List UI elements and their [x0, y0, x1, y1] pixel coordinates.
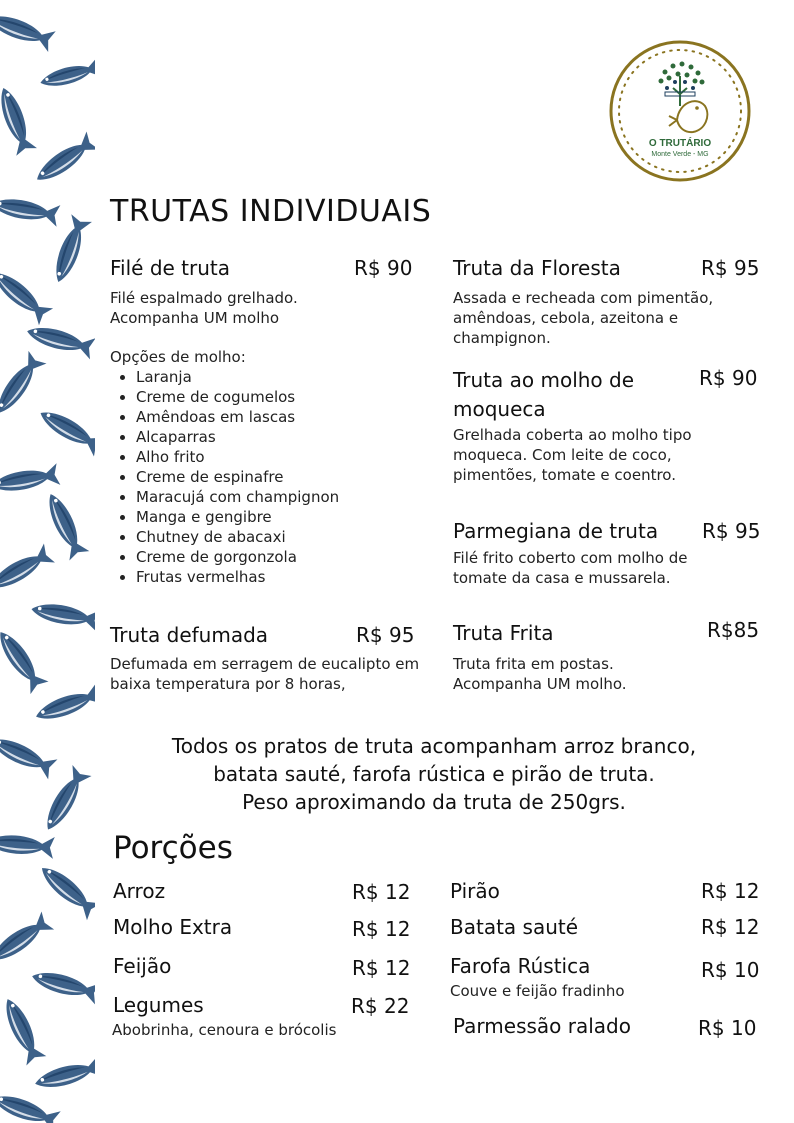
desc-line: Filé espalmado grelhado.: [110, 289, 298, 307]
accompaniment-note: [110, 732, 758, 816]
note-line: batata sauté, farofa rústica e pirão de truta.: [213, 762, 655, 786]
desc-line: Assada e recheada com pimentão,: [453, 289, 714, 307]
sauce-item: • Alcaparras: [136, 427, 339, 447]
dish-desc-defumada: [110, 654, 419, 694]
portion-price-feijao: R$ 12: [352, 956, 411, 980]
desc-line: Acompanha UM molho: [110, 309, 280, 327]
portion-name-pirao: Pirão: [450, 879, 500, 903]
dish-name-moqueca: [453, 366, 634, 424]
dish-price-moqueca: R$ 90: [699, 366, 758, 390]
desc-line: moqueca. Com leite de coco,: [453, 446, 672, 464]
section-title-porcoes: Porções: [113, 830, 233, 866]
dish-price-defumada: R$ 95: [356, 623, 415, 647]
dish-price-floresta: R$ 95: [701, 256, 760, 280]
dish-desc-parmegiana: [453, 548, 687, 588]
desc-line: Truta frita em postas.: [453, 655, 614, 673]
dish-name-floresta: Truta da Floresta: [453, 256, 621, 280]
sauce-item: • Frutas vermelhas: [136, 567, 339, 587]
desc-line: baixa temperatura por 8 horas,: [110, 675, 346, 693]
sauce-item: • Alho frito: [136, 447, 339, 467]
portion-price-farofa: R$ 10: [701, 958, 760, 982]
dish-price-frita: R$85: [707, 618, 760, 642]
dish-name-line: moqueca: [453, 397, 546, 421]
portion-price-pirao: R$ 12: [701, 879, 760, 903]
portion-name-arroz: Arroz: [113, 879, 166, 903]
logo-location: Monte Verde - MG: [651, 151, 709, 158]
dish-price-file: R$ 90: [354, 256, 413, 280]
desc-line: tomate da casa e mussarela.: [453, 569, 671, 587]
sauce-item: • Maracujá com champignon: [136, 487, 339, 507]
portion-price-parmessao: R$ 10: [698, 1016, 757, 1040]
sauce-item: • Creme de espinafre: [136, 467, 339, 487]
dish-name-file: Filé de truta: [110, 256, 231, 280]
fish-pattern-icon: [0, 0, 95, 1123]
desc-line: Grelhada coberta ao molho tipo: [453, 426, 692, 444]
portion-desc-legumes: Abobrinha, cenoura e brócolis: [112, 1021, 337, 1039]
fish-pattern-strip: [0, 0, 95, 1123]
desc-line: champignon.: [453, 329, 551, 347]
dish-desc-moqueca: [453, 425, 692, 485]
sauce-item: • Manga e gengibre: [136, 507, 339, 527]
desc-line: pimentões, tomate e coentro.: [453, 466, 676, 484]
logo-emblem-icon: [605, 36, 755, 186]
portion-name-batata: Batata sauté: [450, 915, 579, 939]
portion-name-parmessao: Parmessão ralado: [453, 1014, 631, 1038]
dish-name-defumada: Truta defumada: [110, 623, 269, 647]
dish-name-parmegiana: Parmegiana de truta: [453, 519, 659, 543]
dish-desc-floresta: [453, 288, 713, 348]
dish-name-frita: Truta Frita: [453, 621, 554, 645]
portion-name-molho-extra: Molho Extra: [113, 915, 233, 939]
portion-name-legumes: Legumes: [113, 993, 204, 1017]
portion-price-arroz: R$ 12: [352, 880, 411, 904]
sauce-item: • Creme de gorgonzola: [136, 547, 339, 567]
dish-desc-file: [110, 288, 298, 328]
desc-line: Acompanha UM molho.: [453, 675, 627, 693]
logo-name: O TRUTÁRIO: [648, 138, 712, 149]
sauce-item: • Chutney de abacaxi: [136, 527, 339, 547]
portion-desc-farofa: Couve e feijão fradinho: [450, 982, 625, 1000]
dish-desc-frita: [453, 654, 627, 694]
sauce-item: • Laranja: [136, 367, 339, 387]
portion-price-molho-extra: R$ 12: [352, 917, 411, 941]
note-line: Todos os pratos de truta acompanham arroz branco,: [171, 734, 697, 758]
desc-line: amêndoas, cebola, azeitona e: [453, 309, 679, 327]
desc-line: Defumada em serragem de eucalipto em: [110, 655, 420, 673]
portion-name-feijao: Feijão: [113, 954, 172, 978]
dish-price-parmegiana: R$ 95: [702, 519, 761, 543]
desc-line: Filé frito coberto com molho de: [453, 549, 688, 567]
sauce-item: • Creme de cogumelos: [136, 387, 339, 407]
restaurant-logo: [605, 36, 755, 186]
sauce-item: • Amêndoas em lascas: [136, 407, 339, 427]
portion-price-legumes: R$ 22: [351, 994, 410, 1018]
section-title-trutas: TRUTAS INDIVIDUAIS: [110, 194, 432, 229]
dish-name-line: Truta ao molho de: [453, 368, 635, 392]
sauce-options-list: [110, 367, 339, 587]
sauce-options-label: Opções de molho:: [110, 348, 246, 366]
portion-price-batata: R$ 12: [701, 915, 760, 939]
portion-name-farofa: Farofa Rústica: [450, 954, 591, 978]
note-line: Peso aproximando da truta de 250grs.: [242, 790, 626, 814]
